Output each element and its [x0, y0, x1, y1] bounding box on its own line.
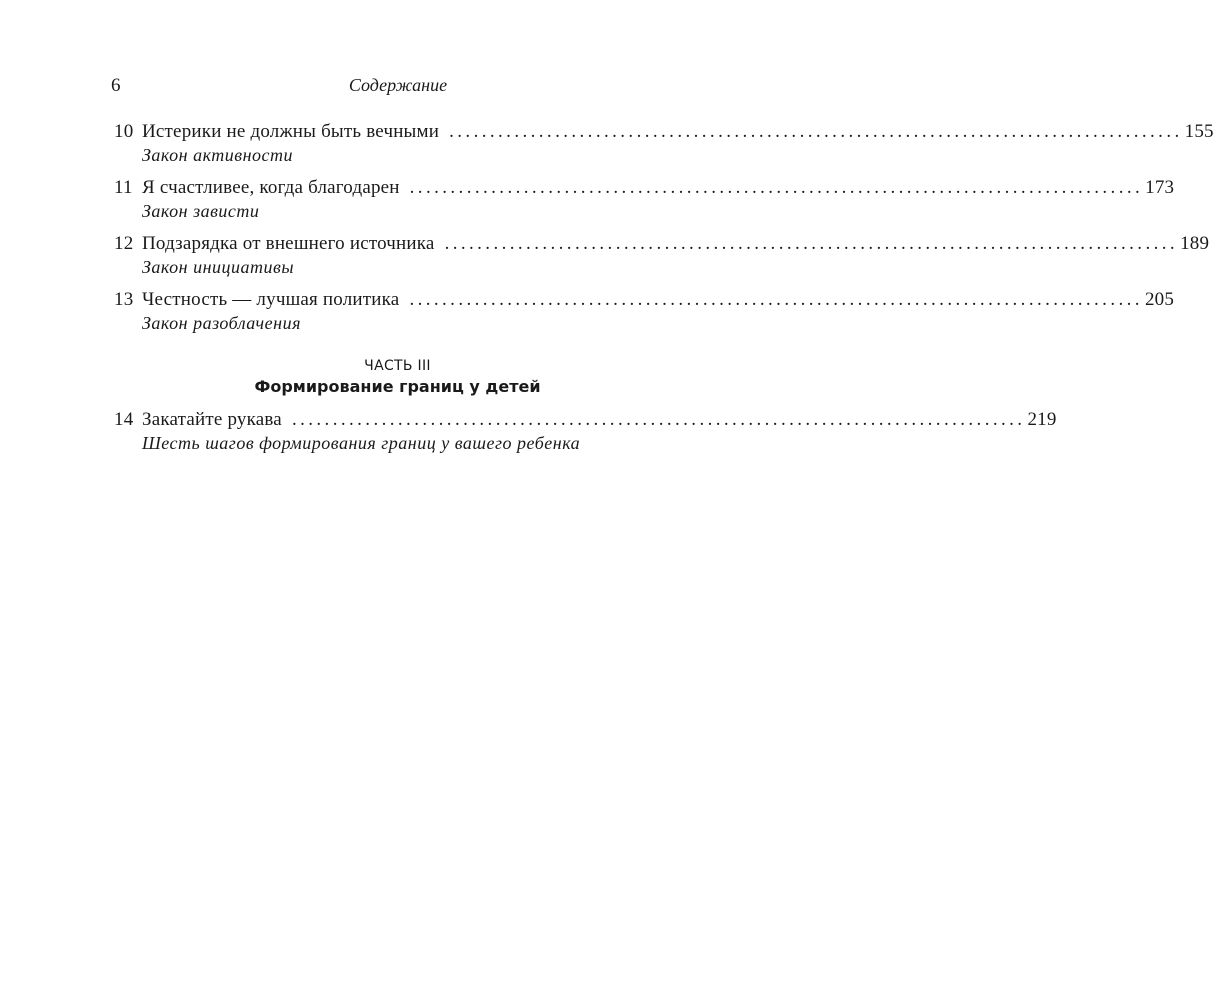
chapter-page: 205 [1144, 289, 1175, 310]
chapter-title[interactable]: Подзарядка от внешнего источника [142, 233, 435, 254]
part-title: Формирование границ у детей [254, 377, 541, 396]
toc-entry[interactable] [114, 120, 1214, 166]
chapter-title[interactable]: Истерики не должны быть вечными [142, 121, 440, 142]
chapter-page: 173 [1145, 177, 1175, 198]
chapter-subtitle: Закон разоблачения [142, 313, 301, 333]
chapter-subtitle: Шесть шагов формирования границ у вашего ребенка [142, 433, 581, 453]
toc-entry[interactable] [114, 176, 1175, 222]
chapter-page: 189 [1180, 233, 1210, 254]
toc-entry[interactable] [114, 288, 1175, 334]
dot-leader: .......................................................................................... [449, 121, 1183, 142]
table-of-contents [114, 120, 1214, 464]
chapter-page: 155 [1184, 121, 1214, 142]
chapter-page: 219 [1027, 409, 1057, 430]
dot-leader: .......................................................................................... [409, 289, 1143, 310]
chapter-title[interactable]: Честность — лучшая политика [142, 289, 400, 310]
chapter-title[interactable]: Закатайте рукава [142, 409, 282, 430]
part-heading [114, 356, 681, 398]
toc-entry[interactable] [114, 408, 1057, 454]
chapter-number: 10 [114, 121, 134, 142]
chapter-subtitle: Закон активности [142, 145, 293, 165]
toc-entry[interactable] [114, 232, 1210, 278]
chapter-number: 11 [114, 177, 133, 198]
chapter-subtitle: Закон зависти [142, 201, 260, 221]
page-number: 6 [111, 75, 121, 96]
chapter-number: 14 [114, 409, 134, 430]
dot-leader: .......................................................................................... [291, 409, 1026, 430]
dot-leader: .......................................................................................... [444, 233, 1179, 254]
chapter-subtitle: Закон инициативы [142, 257, 295, 277]
chapter-number: 13 [114, 289, 134, 310]
dot-leader: .......................................................................................... [409, 177, 1144, 198]
chapter-title[interactable]: Я счастливее, когда благодарен [142, 177, 400, 198]
chapter-number: 12 [114, 233, 134, 254]
running-head: Содержание [348, 75, 448, 95]
part-label: ЧАСТЬ III [364, 358, 431, 374]
